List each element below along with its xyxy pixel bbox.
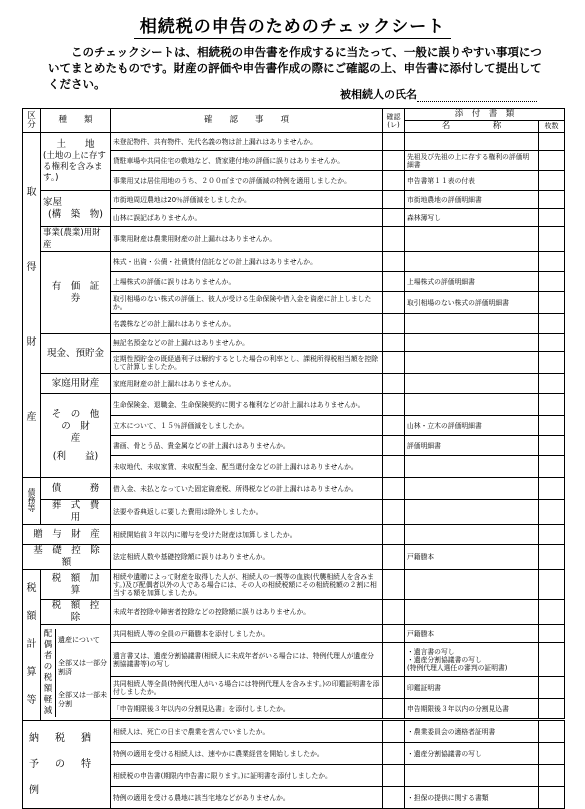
table-row: 納 税 猶 予 の 特 例 相続人は、死亡の日まで農業を営んでいましたか。 ・農業委員会の適格者証明書 xyxy=(23,721,565,743)
intro-text: このチェックシートは、相続税の申告書を作成するに当たって、一般に誤りやすい事項についてまとめたものです。財産の評価や申告書作成の際にご確認の上、申告書に添付して提出してください。 xyxy=(48,45,542,91)
header-attach-name: 名 称 xyxy=(405,121,539,133)
table-row: 取引相場のない株式の評価上、彼人が受ける生命保険や借入金を資産に計上しましたか。 取引相場のない株式の評価明細書 xyxy=(23,292,565,314)
table-row xyxy=(23,500,565,525)
table-row: 山林に誤記ばありませんか。 森林簿写し xyxy=(23,209,565,227)
check-item: 株式・出資・公債・社債貸付信託などの計上漏れはありませんか。 xyxy=(111,252,383,272)
check-item: 事業用財産は農業用財産の計上漏れはありませんか。 xyxy=(111,227,383,252)
check-item: 相続税の申告書(期限内申告書に限ります。)に証明書を添付しましたか。 xyxy=(111,765,383,787)
checklist-table xyxy=(22,108,565,809)
count-field[interactable] xyxy=(539,721,565,743)
confirm-checkbox[interactable] xyxy=(383,743,405,765)
confirm-checkbox[interactable] xyxy=(383,765,405,787)
confirm-checkbox[interactable] xyxy=(383,625,405,643)
count-field[interactable] xyxy=(539,191,565,209)
kind-cash: 現金、預貯金 xyxy=(41,334,111,374)
confirm-checkbox[interactable] xyxy=(383,436,405,456)
count-field[interactable] xyxy=(539,699,565,719)
check-item: 立木について、１５％評価減をしましたか。 xyxy=(111,416,383,436)
count-field[interactable] xyxy=(539,209,565,227)
category-tax-calc: 税 額 計 算 等 xyxy=(23,570,41,721)
confirm-checkbox[interactable] xyxy=(383,352,405,374)
count-field[interactable] xyxy=(539,292,565,314)
page-title: 相続税の申告のためのチェックシート xyxy=(0,12,585,37)
count-field[interactable] xyxy=(539,416,565,436)
check-item: 取引相場のない株式の評価上、彼人が受ける生命保険や借入金を資産に計上しましたか。 xyxy=(111,292,383,314)
confirm-checkbox[interactable] xyxy=(383,292,405,314)
check-item: 名義株などの計上漏れはありませんか。 xyxy=(111,314,383,334)
confirm-checkbox[interactable] xyxy=(383,416,405,436)
table-row xyxy=(23,478,565,500)
count-field[interactable] xyxy=(539,500,565,525)
table-row xyxy=(23,600,565,625)
kind-funeral: 葬 式 費 用 xyxy=(41,500,111,525)
check-item: 借入金、未払となっていた固定資産税、所得税などの計上漏れはありませんか。 xyxy=(111,478,383,500)
kind-tax-add: 税 額 加 算 xyxy=(41,570,111,600)
confirm-checkbox[interactable] xyxy=(383,394,405,416)
count-field[interactable] xyxy=(539,133,565,151)
kind-household: 家庭用財産 xyxy=(41,374,111,394)
confirm-checkbox[interactable] xyxy=(383,151,405,171)
count-field[interactable] xyxy=(539,456,565,478)
count-field[interactable] xyxy=(539,743,565,765)
count-field[interactable] xyxy=(539,252,565,272)
count-field[interactable] xyxy=(539,625,565,643)
kind-debt: 債 務 xyxy=(41,478,111,500)
confirm-checkbox[interactable] xyxy=(383,252,405,272)
count-field[interactable] xyxy=(539,765,565,787)
check-item: 相続開始前３年以内に贈与を受けた財産は加算しましたか。 xyxy=(111,525,383,545)
confirm-checkbox[interactable] xyxy=(383,570,405,600)
count-field[interactable] xyxy=(539,478,565,500)
check-item: 共同相続人等全員(特例代理人がいる場合には特例代理人を含みます。)の印鑑証明書を添付しましたか。 xyxy=(111,677,383,699)
confirm-checkbox[interactable] xyxy=(383,171,405,191)
count-field[interactable] xyxy=(539,151,565,171)
count-field[interactable] xyxy=(539,436,565,456)
table-row: 特例の適用を受ける農地に該当宅地などがありませんか。 ・担保の提供に関する書類 xyxy=(23,787,565,809)
header-attach: 添 付 書 類 xyxy=(405,109,565,121)
check-item: 山林に誤記ばありませんか。 xyxy=(111,209,383,227)
confirm-checkbox[interactable] xyxy=(383,209,405,227)
category-acquired: 取 得 財 産 xyxy=(23,133,41,478)
table-row xyxy=(23,570,565,600)
kind-basic-deduction: 基 礎 控 除 額 xyxy=(23,545,111,570)
confirm-checkbox[interactable] xyxy=(383,677,405,699)
confirm-checkbox[interactable] xyxy=(383,545,405,570)
count-field[interactable] xyxy=(539,787,565,809)
confirm-checkbox[interactable] xyxy=(383,314,405,334)
table-row: 基 礎 控 除 額 法定相続人数や基礎控除額に誤りはありませんか。 戸籍謄本 xyxy=(23,545,565,570)
check-item: 貸駐車場や共同住宅の敷地など、貸家建付地の評価に誤りはありませんか。 xyxy=(111,151,383,171)
confirm-checkbox[interactable] xyxy=(383,334,405,352)
check-item: 未収地代、未収家賃、未収配当金、配当還付金などの計上漏れはありませんか。 xyxy=(111,456,383,478)
check-item: 「申告期限後３年以内の分割見込書」を添付しましたか。 xyxy=(111,699,383,719)
confirm-checkbox[interactable] xyxy=(383,721,405,743)
check-item: 特例の適用を受ける農地に該当宅地などがありませんか。 xyxy=(111,787,383,809)
check-item: 特例の適用を受ける相続人は、速やかに農業経営を開始しましたか。 xyxy=(111,743,383,765)
check-item: 未成年者控除や障害者控除などの控除額に誤りはありませんか。 xyxy=(111,600,383,625)
check-item: 遺言書又は、遺産分割協議書(相続人に未成年者がいる場合には、特例代理人が遺産分割協議書等)の写し xyxy=(111,643,383,677)
count-field[interactable] xyxy=(539,272,565,292)
header-kind: 種 類 xyxy=(41,109,111,133)
table-row: 上場株式の評価に誤りはありませんか。 上場株式の評価明細書 xyxy=(23,272,565,292)
confirm-checkbox[interactable] xyxy=(383,456,405,478)
count-field[interactable] xyxy=(539,570,565,600)
kind-house: 家屋 (構 築 物) xyxy=(41,191,111,227)
count-field[interactable] xyxy=(539,394,565,416)
table-row: 書画、骨とう品、貴金属などの計上漏れはありませんか。 評価明細書 xyxy=(23,436,565,456)
table-row xyxy=(23,227,565,252)
count-field[interactable] xyxy=(539,677,565,699)
kind-gift: 贈 与 財 産 xyxy=(23,525,111,545)
kind-land: 土 地 (土地の上に存する権利を含みます。) xyxy=(41,133,111,191)
check-item: 共同相続人等の全員の戸籍謄本を添付しましたか。 xyxy=(111,625,383,643)
table-row xyxy=(23,374,565,394)
count-field[interactable] xyxy=(539,525,565,545)
check-item: 書画、骨とう品、貴金属などの計上漏れはありませんか。 xyxy=(111,436,383,456)
table-row: 立木について、１５％評価減をしましたか。 山林・立木の評価明細書 xyxy=(23,416,565,436)
category-debts: 債務等 xyxy=(23,478,41,525)
confirm-checkbox[interactable] xyxy=(383,600,405,625)
table-row xyxy=(23,394,565,416)
check-item: 法要や香典返しに要した費用は除外しましたか。 xyxy=(111,500,383,525)
count-field[interactable] xyxy=(539,171,565,191)
confirm-checkbox[interactable] xyxy=(383,478,405,500)
check-item: 相続や遺贈によって財産を取得した人が、相続人の一親等の血族(代襲相続人を含みます。)及び配偶者以外の人である場合には、その人の相続税額にその相続税額の２割に相当する額を加算しましたか。 xyxy=(111,570,383,600)
check-item: 上場株式の評価に誤りはありませんか。 xyxy=(111,272,383,292)
check-item: 生命保険金、退職金、生命保険契約に関する権利などの計上漏れはありませんか。 xyxy=(111,394,383,416)
confirm-checkbox[interactable] xyxy=(383,272,405,292)
kind-securities: 有 価 証 券 xyxy=(41,252,111,334)
confirm-checkbox[interactable] xyxy=(383,525,405,545)
check-item: 未登記物件、共有物件、先代名義の物は計上漏れはありませんか。 xyxy=(111,133,383,151)
table-row xyxy=(23,334,565,352)
count-field[interactable] xyxy=(539,545,565,570)
kind-tax-deduct: 税 額 控 除 xyxy=(41,600,111,625)
table-row: 配偶者の税額軽減 遺産について 全部又は一部分割済 全部又は一部未分割 共同相続人等の全員の戸籍謄本を添付しましたか。 戸籍謄本 xyxy=(23,625,565,643)
decedent-name-field[interactable]: 被相続人の氏名 xyxy=(340,86,560,102)
confirm-checkbox[interactable] xyxy=(383,699,405,719)
table-row xyxy=(23,525,565,545)
confirm-checkbox[interactable] xyxy=(383,227,405,252)
count-field[interactable] xyxy=(539,314,565,334)
count-field[interactable] xyxy=(539,374,565,394)
count-field[interactable] xyxy=(539,643,565,677)
confirm-checkbox[interactable] xyxy=(383,374,405,394)
check-item: 事業用又は居住用地のうち、２００㎡までの評価減の特例を適用しましたか。 xyxy=(111,171,383,191)
check-item: 定期性預貯金の既経過利子は解約するとした場合の利率とし、課税所得税相当額を控除して計算しましたか。 xyxy=(111,352,383,374)
table-row: 「申告期限後３年以内の分割見込書」を添付しましたか。 申告期限後３年以内の分割見込書 xyxy=(23,699,565,719)
table-row: 家屋 (構 築 物) 市街地周辺農地は20％評価減をしましたか。 市街地農地の評価明細書 xyxy=(23,191,565,209)
header-confirm: 確認(レ) xyxy=(383,109,405,133)
check-item: 相続人は、死亡の日まで農業を営んでいましたか。 xyxy=(111,721,383,743)
header-check: 確 認 事 項 xyxy=(111,109,383,133)
count-field[interactable] xyxy=(539,227,565,252)
check-item: 無記名預金などの計上漏れはありませんか。 xyxy=(111,334,383,352)
table-row xyxy=(23,252,565,272)
confirm-checkbox[interactable] xyxy=(383,500,405,525)
table-row: 貸駐車場や共同住宅の敷地など、貸家建付地の評価に誤りはありませんか。 先祖及び先祖の上に存する権利の評価明細書 xyxy=(23,151,565,171)
confirm-checkbox[interactable] xyxy=(383,191,405,209)
kind-business: 事業(農業)用財産 xyxy=(41,227,111,252)
table-row xyxy=(23,133,565,151)
table-row: 遺言書又は、遺産分割協議書(相続人に未成年者がいる場合には、特例代理人が遺産分割協議書等)の写し ・遺言書の写し ・遺産分割協議書の写し (特例代理人選任の審判の証明書) xyxy=(23,643,565,677)
header-category: 区分 xyxy=(23,109,41,133)
count-field[interactable] xyxy=(539,334,565,352)
check-item: 法定相続人数や基礎控除額に誤りはありませんか。 xyxy=(111,545,383,570)
confirm-checkbox[interactable] xyxy=(383,787,405,809)
table-row: 特例の適用を受ける相続人は、速やかに農業経営を開始しましたか。 ・遺産分割協議書の写し xyxy=(23,743,565,765)
table-row: 共同相続人等全員(特例代理人がいる場合には特例代理人を含みます。)の印鑑証明書を添付しましたか。 印鑑証明書 xyxy=(23,677,565,699)
count-field[interactable] xyxy=(539,600,565,625)
confirm-checkbox[interactable] xyxy=(383,643,405,677)
header-attach-count: 枚数 xyxy=(539,121,565,133)
check-item: 家庭用財産の計上漏れはありませんか。 xyxy=(111,374,383,394)
count-field[interactable] xyxy=(539,352,565,374)
kind-other: そ の 他 の 財 産 (利 益) xyxy=(41,394,111,478)
kind-spouse: 配偶者の税額軽減 遺産について 全部又は一部分割済 全部又は一部未分割 xyxy=(41,625,111,721)
table-row: 事業用又は居住用地のうち、２００㎡までの評価減の特例を適用しましたか。 申告書第１１表の付表 xyxy=(23,171,565,191)
check-item: 市街地周辺農地は20％評価減をしましたか。 xyxy=(111,191,383,209)
confirm-checkbox[interactable] xyxy=(383,133,405,151)
category-deferral: 納 税 猶 予 の 特 例 xyxy=(23,721,111,809)
